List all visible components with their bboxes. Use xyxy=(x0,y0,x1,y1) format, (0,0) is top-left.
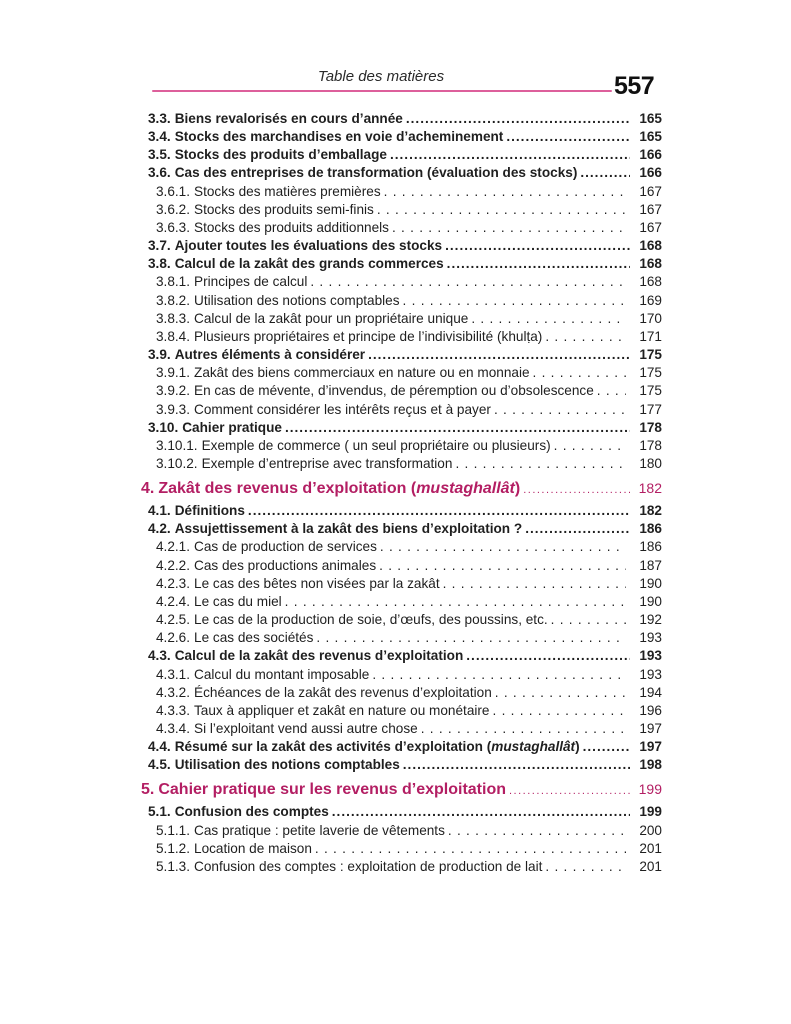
entry-page: 190 xyxy=(639,593,662,609)
entry-title: Autres éléments à considérer xyxy=(174,347,366,363)
dot-leader xyxy=(495,684,626,702)
entry-number: 3.6.2. xyxy=(156,201,191,217)
entry-page: 166 xyxy=(639,165,662,181)
dot-leader xyxy=(380,538,626,556)
dot-leader xyxy=(506,128,630,146)
dot-leader xyxy=(372,666,626,684)
toc-entry xyxy=(141,273,662,291)
entry-title: Le cas de la production de soie, d’œufs, des poussins, etc. xyxy=(194,612,548,628)
entry-title: Cas pratique : petite laverie de vêtements xyxy=(194,822,445,838)
entry-number: 4.2.6. xyxy=(156,630,191,646)
dot-leader xyxy=(390,146,630,164)
entry-number: 3.9.2. xyxy=(156,383,191,399)
entry-page: 197 xyxy=(639,739,662,755)
entry-page: 178 xyxy=(639,419,662,435)
entry-page: 175 xyxy=(639,347,662,363)
dot-leader xyxy=(285,593,626,611)
entry-page: 199 xyxy=(639,804,662,820)
toc-entry xyxy=(141,502,662,520)
dot-leader xyxy=(384,183,626,201)
entry-title: Cahier pratique sur les revenus d’exploitation xyxy=(158,781,506,799)
toc-entry xyxy=(141,575,662,593)
toc-entry xyxy=(141,328,662,346)
entry-number: 5. xyxy=(141,781,155,799)
entry-title: Résumé sur la zakât des activités d’exploitation (mustaghallât) xyxy=(174,739,580,755)
entry-number: 3.9.3. xyxy=(156,401,191,417)
entry-number: 3.10. xyxy=(148,419,179,435)
dot-leader xyxy=(533,364,626,382)
entry-number: 3.10.2. xyxy=(156,455,198,471)
dot-leader xyxy=(525,520,630,538)
toc-entry xyxy=(141,201,662,219)
page-number: 557 xyxy=(614,72,655,100)
entry-number: 4.2.1. xyxy=(156,539,191,555)
toc-entry xyxy=(141,647,662,665)
entry-page: 166 xyxy=(639,147,662,163)
dot-leader xyxy=(403,292,626,310)
toc-entry xyxy=(141,720,662,738)
entry-page: 196 xyxy=(639,702,662,718)
dot-leader xyxy=(443,575,626,593)
entry-number: 4.2.5. xyxy=(156,612,191,628)
entry-page: 175 xyxy=(639,383,662,399)
entry-number: 4.2.2. xyxy=(156,557,191,573)
entry-number: 4.3. xyxy=(148,648,171,664)
entry-number: 5.1.1. xyxy=(156,822,191,838)
dot-leader xyxy=(421,720,626,738)
dot-leader xyxy=(310,273,626,291)
dot-leader xyxy=(285,419,630,437)
entry-page: 167 xyxy=(639,183,662,199)
entry-page: 194 xyxy=(639,684,662,700)
dot-leader xyxy=(448,822,626,840)
entry-title: Le cas des sociétés xyxy=(194,630,314,646)
entry-page: 198 xyxy=(639,757,662,773)
entry-title: En cas de mévente, d’invendus, de péremption ou d’obsolescence xyxy=(194,383,594,399)
entry-title: Ajouter toutes les évaluations des stocks xyxy=(174,238,443,254)
entry-page: 169 xyxy=(639,292,662,308)
toc-entry xyxy=(141,401,662,419)
dot-leader xyxy=(597,382,626,400)
entry-title: Calcul du montant imposable xyxy=(194,666,370,682)
toc-entry xyxy=(141,756,662,774)
entry-page: 167 xyxy=(639,219,662,235)
toc-entry xyxy=(141,219,662,237)
entry-title: Stocks des produits d’emballage xyxy=(174,147,387,163)
dot-leader xyxy=(580,164,630,182)
entry-page: 201 xyxy=(639,858,662,874)
entry-number: 3.6. xyxy=(148,165,171,181)
entry-page: 190 xyxy=(639,575,662,591)
toc-entry xyxy=(141,822,662,840)
dot-leader xyxy=(447,255,630,273)
entry-title: Utilisation des notions comptables xyxy=(194,292,400,308)
entry-number: 4.3.2. xyxy=(156,684,191,700)
entry-title: Zakât des biens commerciaux en nature ou en monnaie xyxy=(194,365,530,381)
toc-entry xyxy=(141,255,662,273)
entry-title: Calcul de la zakât des revenus d’exploitation xyxy=(174,648,464,664)
dot-leader xyxy=(248,502,630,520)
toc-entry xyxy=(141,611,662,629)
dot-leader xyxy=(523,478,630,501)
toc-entry xyxy=(141,346,662,364)
entry-page: 193 xyxy=(639,666,662,682)
toc-entry xyxy=(141,310,662,328)
toc-entry xyxy=(141,237,662,255)
entry-page: 168 xyxy=(639,256,662,272)
entry-number: 3.8.4. xyxy=(156,328,191,344)
entry-page: 175 xyxy=(639,365,662,381)
entry-title: Cas des productions animales xyxy=(194,557,377,573)
entry-number: 3.5. xyxy=(148,147,171,163)
entry-page: 171 xyxy=(639,328,662,344)
entry-number: 4.3.4. xyxy=(156,721,191,736)
dot-leader xyxy=(554,437,626,455)
toc-entry xyxy=(141,364,662,382)
entry-page: 186 xyxy=(639,539,662,555)
dot-leader xyxy=(471,310,626,328)
entry-number: 5.1.2. xyxy=(156,840,191,856)
dot-leader xyxy=(509,779,630,802)
entry-page: 180 xyxy=(639,455,662,471)
dot-leader xyxy=(316,629,626,647)
entry-title: Si l’exploitant vend aussi autre chose xyxy=(194,721,418,736)
entry-page: 193 xyxy=(639,630,662,646)
dot-leader xyxy=(545,858,626,876)
entry-title: Calcul de la zakât des grands commerces xyxy=(174,256,444,272)
dot-leader xyxy=(332,803,630,821)
toc-list xyxy=(141,110,662,876)
entry-number: 3.6.1. xyxy=(156,183,191,199)
entry-page: 178 xyxy=(639,437,662,453)
toc-entry xyxy=(141,455,662,473)
entry-title: Stocks des produits semi-finis xyxy=(194,201,374,217)
entry-title: Biens revalorisés en cours d’année xyxy=(174,111,403,126)
dot-leader xyxy=(445,237,630,255)
entry-page: 168 xyxy=(639,274,662,290)
entry-title: Stocks des marchandises en voie d’acheminement xyxy=(174,129,504,145)
entry-title: Cahier pratique xyxy=(182,419,282,435)
entry-page: 168 xyxy=(639,238,662,254)
toc-entry xyxy=(141,437,662,455)
entry-title: Principes de calcul xyxy=(194,274,308,290)
entry-title: Comment considérer les intérêts reçus et à payer xyxy=(194,401,491,417)
toc-entry xyxy=(141,520,662,538)
entry-number: 3.10.1. xyxy=(156,437,198,453)
entry-title: Location de maison xyxy=(194,840,312,856)
toc-entry xyxy=(141,738,662,756)
entry-number: 4.4. xyxy=(148,739,171,755)
entry-page: 177 xyxy=(639,401,662,417)
entry-title: Cas des entreprises de transformation (évaluation des stocks) xyxy=(174,165,578,181)
running-header-title: Table des matières xyxy=(317,68,445,85)
entry-title: Stocks des produits additionnels xyxy=(194,219,389,235)
dot-leader xyxy=(494,401,626,419)
dot-leader xyxy=(379,557,626,575)
toc-entry xyxy=(141,803,662,821)
entry-number: 4.2. xyxy=(148,521,171,537)
dot-leader xyxy=(545,328,626,346)
dot-leader xyxy=(551,611,626,629)
header-rule xyxy=(152,90,612,92)
entry-number: 3.6.3. xyxy=(156,219,191,235)
entry-number: 5.1.3. xyxy=(156,858,191,874)
entry-number: 3.8.3. xyxy=(156,310,191,326)
entry-number: 4. xyxy=(141,480,155,498)
entry-page: 193 xyxy=(639,648,662,664)
entry-number: 3.4. xyxy=(148,129,171,145)
toc-entry xyxy=(141,183,662,201)
entry-page: 186 xyxy=(639,521,662,537)
entry-number: 4.5. xyxy=(148,757,171,773)
entry-title: Le cas du miel xyxy=(194,593,282,609)
toc-entry xyxy=(141,666,662,684)
entry-title: Taux à appliquer et zakât en nature ou monétaire xyxy=(194,702,490,718)
toc-entry xyxy=(141,146,662,164)
entry-number: 3.9.1. xyxy=(156,365,191,381)
entry-page: 165 xyxy=(639,111,662,126)
entry-number: 3.8.2. xyxy=(156,292,191,308)
toc-entry xyxy=(141,593,662,611)
entry-number: 3.3. xyxy=(148,111,171,126)
toc-entry xyxy=(141,382,662,400)
entry-page: 200 xyxy=(639,822,662,838)
toc-entry xyxy=(141,557,662,575)
toc-entry xyxy=(141,128,662,146)
entry-title: Exemple d’entreprise avec transformation xyxy=(201,455,453,471)
entry-page: 199 xyxy=(638,781,662,798)
entry-number: 4.1. xyxy=(148,503,171,519)
entry-title: Stocks des matières premières xyxy=(194,183,381,199)
entry-number: 3.7. xyxy=(148,238,171,254)
entry-title: Exemple de commerce ( un seul propriétaire ou plusieurs) xyxy=(201,437,551,453)
dot-leader xyxy=(493,702,627,720)
toc-entry xyxy=(141,419,662,437)
entry-number: 3.9. xyxy=(148,347,171,363)
toc-entry xyxy=(141,684,662,702)
entry-number: 4.3.3. xyxy=(156,702,191,718)
entry-title: Confusion des comptes : exploitation de production de lait xyxy=(194,858,543,874)
entry-title: Utilisation des notions comptables xyxy=(174,757,400,773)
entry-page: 187 xyxy=(639,557,662,573)
entry-number: 4.2.3. xyxy=(156,575,191,591)
entry-page: 182 xyxy=(639,503,662,519)
entry-number: 3.8. xyxy=(148,256,171,272)
entry-page: 170 xyxy=(639,310,662,326)
dot-leader xyxy=(466,647,630,665)
entry-page: 192 xyxy=(639,612,662,628)
dot-leader xyxy=(377,201,626,219)
dot-leader xyxy=(406,110,630,128)
entry-title: Le cas des bêtes non visées par la zakât xyxy=(194,575,440,591)
entry-number: 5.1. xyxy=(148,804,171,820)
toc-entry xyxy=(141,164,662,182)
entry-number: 3.8.1. xyxy=(156,274,191,290)
entry-title: Calcul de la zakât pour un propriétaire unique xyxy=(194,310,469,326)
entry-page: 197 xyxy=(639,721,662,736)
dot-leader xyxy=(368,346,630,364)
entry-title: Zakât des revenus d’exploitation (mustaghallât) xyxy=(158,480,521,498)
entry-title: Assujettissement à la zakât des biens d’exploitation ? xyxy=(174,521,523,537)
toc-entry xyxy=(141,840,662,858)
toc-entry xyxy=(141,702,662,720)
entry-title: Confusion des comptes xyxy=(174,804,329,820)
entry-page: 182 xyxy=(638,480,662,497)
entry-page: 165 xyxy=(639,129,662,145)
entry-page: 201 xyxy=(639,840,662,856)
dot-leader xyxy=(455,455,626,473)
toc-entry xyxy=(141,292,662,310)
entry-title: Cas de production de services xyxy=(194,539,377,555)
entry-title: Plusieurs propriétaires et principe de l’indivisibilité (khulṭa) xyxy=(194,328,543,344)
toc-entry xyxy=(141,858,662,876)
toc-entry xyxy=(141,538,662,556)
entry-number: 4.3.1. xyxy=(156,666,191,682)
entry-title: Échéances de la zakât des revenus d’exploitation xyxy=(194,684,492,700)
toc-entry xyxy=(141,478,662,501)
dot-leader xyxy=(583,738,630,756)
toc-entry xyxy=(141,110,662,128)
entry-page: 167 xyxy=(639,201,662,217)
entry-number: 4.2.4. xyxy=(156,593,191,609)
toc-entry xyxy=(141,629,662,647)
dot-leader xyxy=(403,756,630,774)
toc-entry xyxy=(141,779,662,802)
dot-leader xyxy=(315,840,626,858)
entry-title: Définitions xyxy=(174,503,245,519)
dot-leader xyxy=(392,219,626,237)
